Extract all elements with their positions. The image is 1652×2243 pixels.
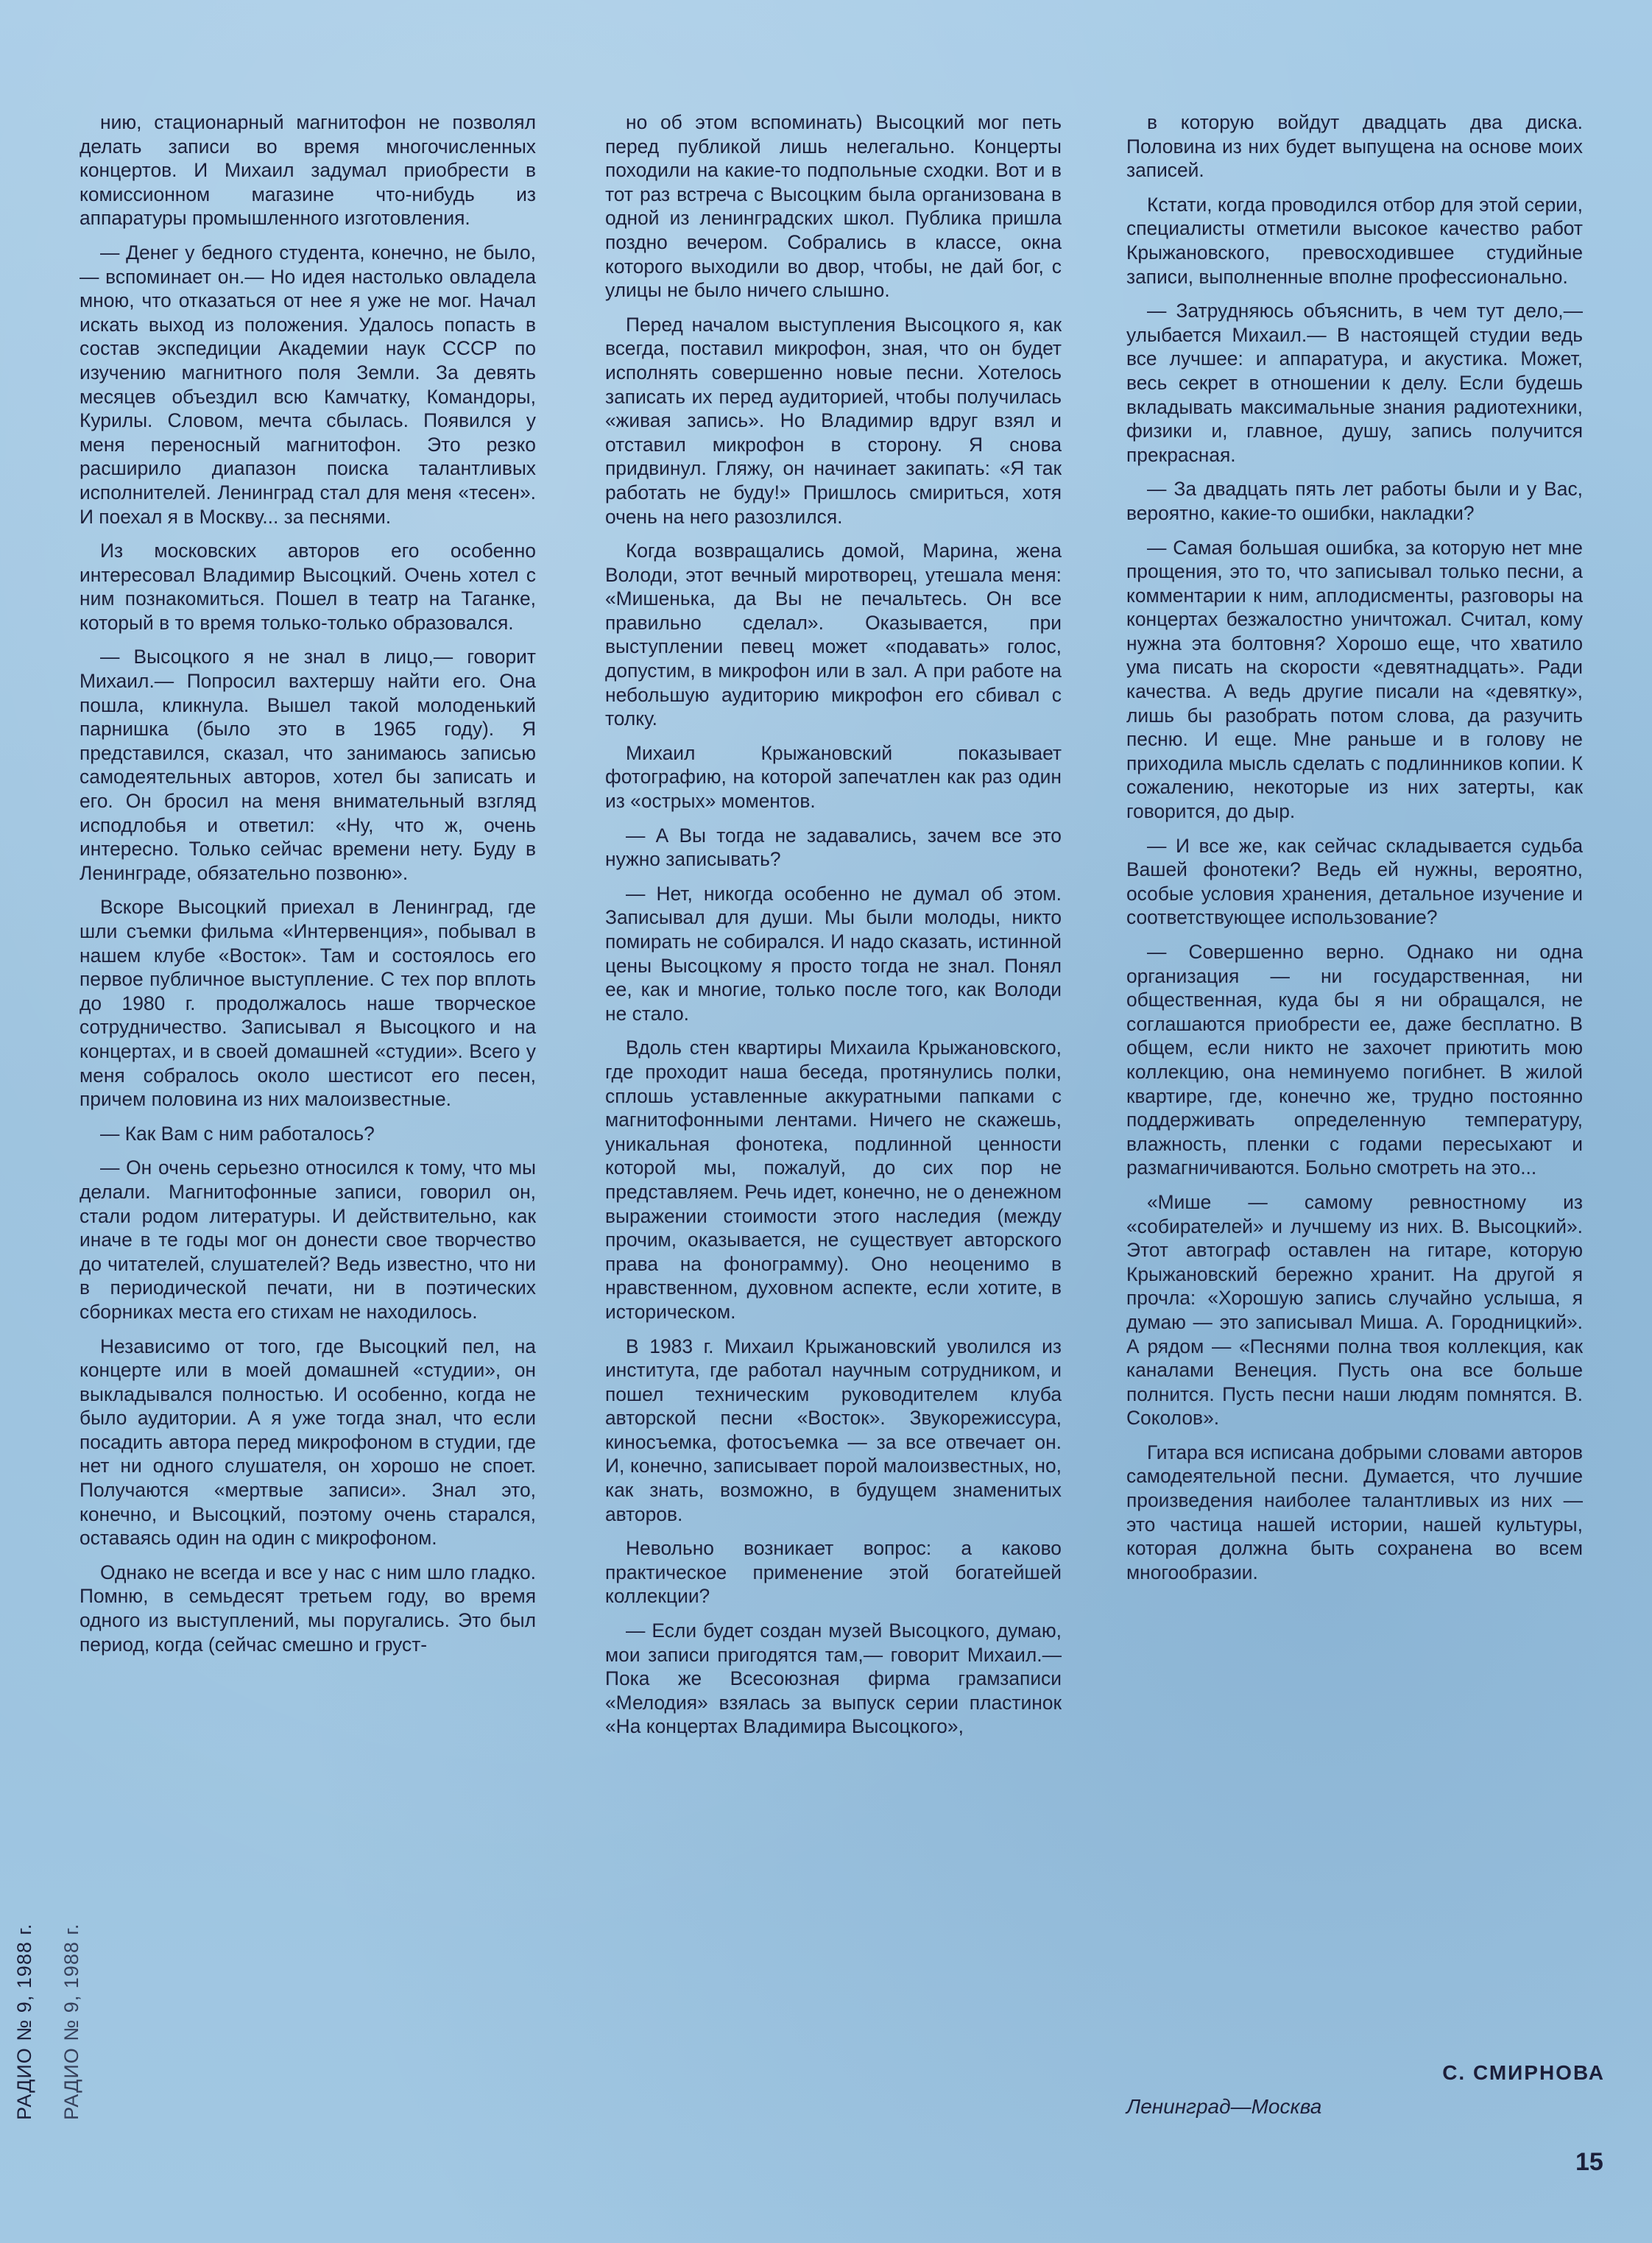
paragraph: «Мише — самому ревностному из «собирателей» и лучшему из них. В. Высоцкий». Этот автограф оставлен на гитаре, которую Крыжановский бережно хранит. На другой я прочла: «Хорошую запись случайно услыша, я думаю — это записывал Миша. А. Городницкий». А рядом — «Песнями полна твоя коллекция, как каналами Венеция. Пусть она все больше полнится. Пусть песни наши людям помнятся. В. Соколов». <box>1126 1190 1583 1430</box>
paragraph: но об этом вспоминать) Высоцкий мог петь перед публикой лишь нелегально. Концерты походили на какие-то подпольные сходки. Вот и в тот раз встреча с Высоцким была организована в одной из ленинградских школ. Публика пришла поздно вечером. Собрались в классе, окна которого выходили во двор, чтобы, не дай бог, с улицы не было ничего слышно. <box>605 111 1062 302</box>
paragraph: — И все же, как сейчас складывается судьба Вашей фонотеки? Ведь ей нужны, вероятно, особые условия хранения, детальное изучение и соответствующее использование? <box>1126 834 1583 929</box>
paragraph: — Как Вам с ним работалось? <box>100 1122 375 1145</box>
paragraph: нию, стационарный магнитофон не позволял делать записи во время многочисленных концертов. И Михаил задумал приобрести в комиссионном магазине что-нибудь из аппаратуры промышленного изготовления. <box>80 111 536 230</box>
page-number: 15 <box>1575 2148 1603 2176</box>
paragraph: Независимо от того, где Высоцкий пел, на концерте или в моей домашней «студии», он выкладывался полностью. И особенно, когда не было аудитории. А я уже тогда знал, что если посадить автора перед микрофоном в студии, где нет ни одного слушателя, он хорошо не споет. Получаются «мертвые записи». Знал это, конечно, и Высоцкий, поэтому очень старался, оставаясь один на один с микрофоном. <box>80 1335 536 1550</box>
author-name: С. СМИРНОВА <box>1442 2061 1605 2084</box>
paragraph: Однако не всегда и все у нас с ним шло гладко. Помню, в семьдесят третьем году, во время одного из выступлений, мы поругались. Это был период, когда (сейчас смешно и груст- <box>80 1561 536 1656</box>
running-title-inner: РАДИО № 9, 1988 г. <box>60 1923 82 2120</box>
paragraph: Кстати, когда проводился отбор для этой серии, специалисты отметили высокое качество работ Крыжановского, превосходившее студийные записи, выполненные вполне профессионально. <box>1126 193 1583 288</box>
paragraph: Из московских авторов его особенно интересовал Владимир Высоцкий. Очень хотел с ним познакомиться. Пошел в театр на Таганке, который в то время только-только образовался. <box>80 540 536 634</box>
paragraph: — Он очень серьезно относился к тому, что мы делали. Магнитофонные записи, говорил он, стали родом литературы. И действительно, как иначе в те годы мог он донести свое творчество до читателей, слушателей? Ведь известно, что ни в периодической печати, ни в поэтических сборниках места его стихам не находилось. <box>80 1156 536 1323</box>
text-column-3 <box>1126 110 1583 1594</box>
paragraph: — Самая большая ошибка, за которую нет мне прощения, это то, что записывал только песни, а комментарии к ним, аплодисменты, разговоры на концертах безжалостно уничтожал. Считал, кому нужна эта болтовня? Хорошо еще, что хватило ума писать на скорости «девятнадцать». Ради качества. А ведь другие писали на «девятку», лишь бы разобрать потом слова, да разучить песню. И еще. Мне раньше и в голову не приходила мысль сделать с подлинников копии. К сожалению, некоторые из них затерты, как говорится, до дыр. <box>1126 536 1583 823</box>
paragraph: Михаил Крыжановский показывает фотографию, на которой запечатлен как раз один из «острых» моментов. <box>605 741 1062 813</box>
paragraph: Вскоре Высоцкий приехал в Ленинград, где шли съемки фильма «Интервенция», побывал в нашем клубе «Восток». Там и состоялось его первое публичное выступление. С тех пор вплоть до 1980 г. продолжалось наше творческое сотрудничество. Записывал я Высоцкого и на концертах, и в своей домашней «студии». Всего у меня собралось около шестисот его песен, причем половина из них малоизвестные. <box>80 896 536 1111</box>
paragraph: — Совершенно верно. Однако ни одна организация — ни государственная, ни общественная, куда бы я ни обращался, не соглашаются приобрести ее, даже бесплатно. В общем, если никто не захочет приютить мою коллекцию, она неминуемо погибнет. В жилой квартире, где, конечно же, трудно постоянно поддерживать определенную температуру, влажность, пленки с годами пересыхают и размагничиваются. Больно смотреть на это... <box>1126 941 1583 1179</box>
text-column-1 <box>80 110 536 1667</box>
paragraph: — Затрудняюсь объяснить, в чем тут дело,— улыбается Михаил.— В настоящей студии ведь все лучшее: и аппаратура, и акустика. Может, весь секрет в отношении к делу. Если будешь вкладывать максимальные знания радиотехники, физики и, главное, душу, запись получится прекрасная. <box>1126 300 1583 466</box>
paragraph: в которую войдут двадцать два диска. Половина из них будет выпущена на основе моих записей. <box>1126 111 1583 182</box>
paragraph: — Денег у бедного студента, конечно, не было,— вспоминает он.— Но идея настолько овладела мною, что отказаться от нее я уже не мог. Начал искать выход из положения. Удалось попасть в состав экспедиции Академии наук СССР по изучению магнитного поля Земли. За девять месяцев объездил всю Камчатку, Командоры, Курилы. Словом, мечта сбылась. Появился у меня переносный магнитофон. Это резко расширило диапазон поиска талантливых исполнителей. Ленинград стал для меня «тесен». И поехал я в Москву... за песнями. <box>80 241 536 528</box>
paragraph: — А Вы тогда не задавались, зачем все это нужно записывать? <box>605 824 1062 871</box>
paragraph: Вдоль стен квартиры Михаила Крыжановского, где проходит наша беседа, протянулись полки, сплошь уставленные аккуратными папками с магнитофонными лентами. Ничего не скажешь, уникальная фонотека, подлинной ценности которой мы, пожалуй, до сих пор не представляем. Речь идет, конечно, не о денежном выражении стоимости этого наследия (между прочим, оказывается, не существует авторского права на фонограмму). Оно неоценимо в нравственном, духовном аспекте, если хотите, в историческом. <box>605 1036 1062 1323</box>
paragraph: Перед началом выступления Высоцкого я, как всегда, поставил микрофон, зная, что он будет исполнять совершенно новые песни. Хотелось записать их перед аудиторией, чтобы получилась «живая запись». Но Владимир вдруг взял и отставил микрофон в сторону. Я снова придвинул. Гляжу, он начинает закипать: «Я так работать не буду!» Пришлось смириться, хотя очень на него разозлился. <box>605 313 1062 528</box>
text-column-2 <box>605 110 1062 1749</box>
paragraph: В 1983 г. Михаил Крыжановский уволился из института, где работал научным сотрудником, и пошел техническим руководителем клуба авторской песни «Восток». Звукорежиссура, киносъемка, фотосъемка — за все отвечает он. И, конечно, записывает порой малоизвестных, но, как знать, возможно, в будущем знаменитых авторов. <box>605 1335 1062 1525</box>
paragraph: — За двадцать пять лет работы были и у Вас, вероятно, какие-то ошибки, накладки? <box>1126 478 1583 524</box>
running-title-outer: РАДИО № 9, 1988 г. <box>13 1923 35 2120</box>
paragraph: Невольно возникает вопрос: а каково практическое применение этой богатейшей коллекции? <box>605 1537 1062 1608</box>
paragraph: — Нет, никогда особенно не думал об этом. Записывал для души. Мы были молоды, никто помирать не собирался. И надо сказать, истинной цены Высоцкому я просто тогда не знал. Понял ее, как и многие, только после того, как Володи не стало. <box>605 882 1062 1025</box>
paragraph: Когда возвращались домой, Марина, жена Володи, этот вечный миротворец, утешала меня: «Мишенька, да Вы не печальтесь. Он все правильно сделал». Оказывается, при выступлении певец может «подавать» голос, допустим, в микрофон или в зал. А при работе на небольшую аудиторию микрофон его сбивал с толку. <box>605 540 1062 730</box>
paragraph: — Высоцкого я не знал в лицо,— говорит Михаил.— Попросил вахтершу найти его. Она пошла, кликнула. Вышел такой молоденький парнишка (было это в 1965 году). Я представился, сказал, что занимаюсь записью самодеятельных авторов, хотел бы записать и его. Он бросил на меня внимательный взгляд исподлобья и ответил: «Ну, что ж, очень интересно. Только сейчас времени нету. Буду в Ленинграде, обязательно позвоню». <box>80 646 536 884</box>
dateline-place: Ленинград—Москва <box>1126 2095 1322 2118</box>
paragraph: Гитара вся исписана добрыми словами авторов самодеятельной песни. Думается, что лучшие произведения наиболее талантливых из них — это частица нашей истории, нашей культуры, которая должна быть сохранена во всем многообразии. <box>1126 1441 1583 1583</box>
article-signature <box>1126 2061 1605 2119</box>
paragraph: — Если будет создан музей Высоцкого, думаю, мои записи пригодятся там,— говорит Михаил.— Пока же Всесоюзная фирма грамзаписи «Мелодия» взялась за выпуск серии пластинок «На концертах Владимира Высоцкого», <box>605 1619 1062 1738</box>
